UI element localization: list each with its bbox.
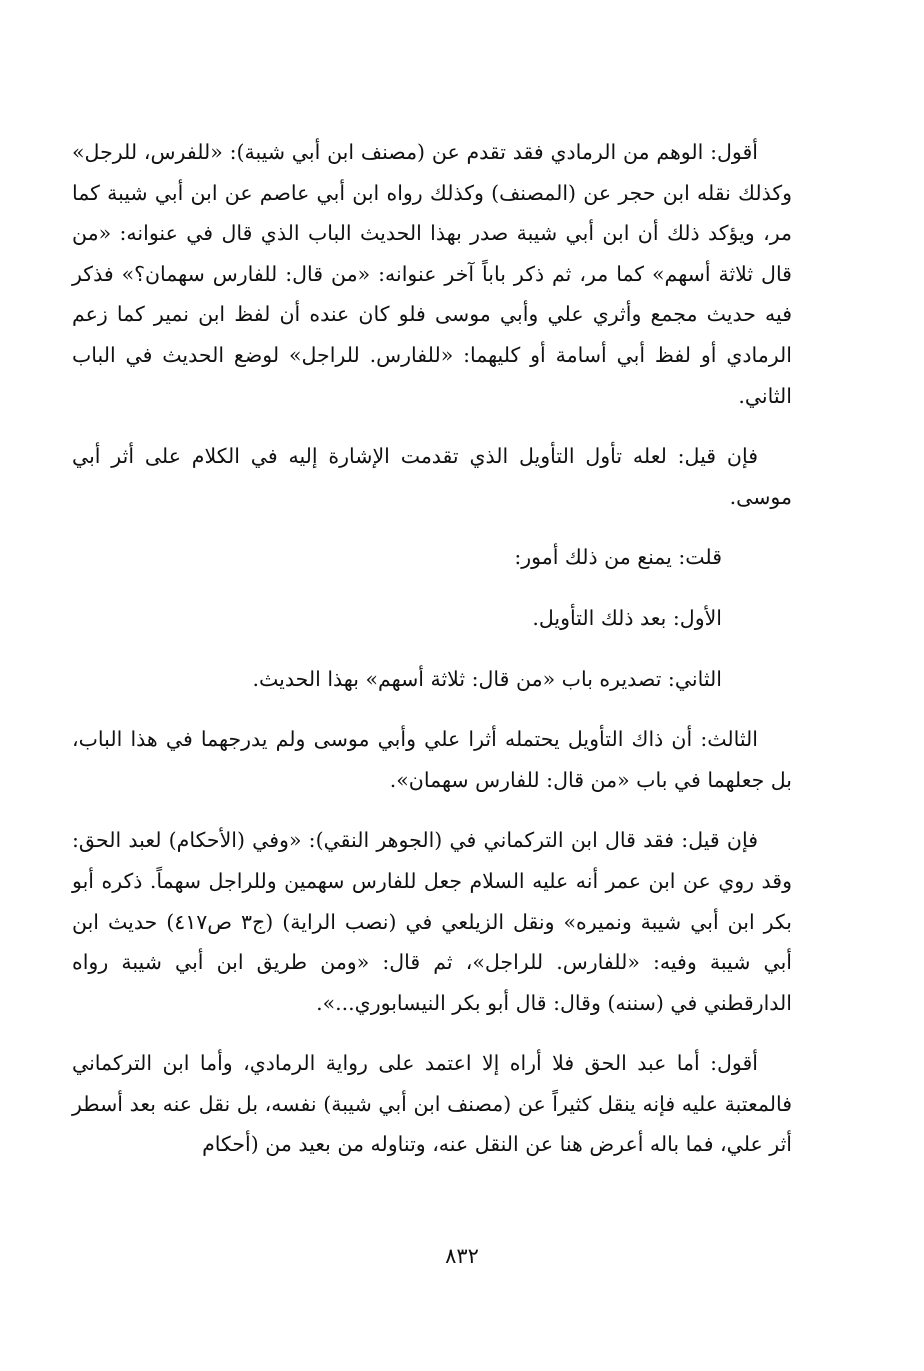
paragraph-1: أقول: الوهم من الرمادي فقد تقدم عن (مصنف ابن أبي شيبة): «للفرس، للرجل» وكذلك نقله ابن حجر عن (المصنف) وكذلك رواه ابن أبي عاصم عن ابن أبي شيبة كما مر، ويؤكد ذلك أن ابن أبي شيبة صدر بهذا الحديث الباب الذي قال في عنوانه: «من قال ثلاثة أسهم» كما مر، ثم ذكر باباً آخر عنوانه: «من قال: للفارس سهمان؟» فذكر فيه حديث مجمع وأثري علي وأبي موسى فلو كان عنده أن لفظ ابن نمير كما زعم الرمادي أو لفظ أبي أسامة أو كليهما: «للفارس. للراجل» لوضع الحديث في الباب الثاني.: [72, 140, 792, 408]
paragraph-7: فإن قيل: فقد قال ابن التركماني في (الجوهر النقي): «وفي (الأحكام) لعبد الحق: وقد روي عن ابن عمر أنه عليه السلام جعل للفارس سهمين وللراجل سهماً. ذكره أبو بكر ابن أبي شيبة ونميره» ونقل الزيلعي في (نصب الراية) (ج٣ ص٤١٧) حديث ابن أبي شيبة وفيه: «للفارس. للراجل»، ثم قال: «ومن طريق ابن أبي شيبة رواه الدارقطني في (سننه) وقال: قال أبو بكر النيسابوري...».: [72, 828, 792, 1015]
paragraph-4: الأول: بعد ذلك التأويل.: [532, 605, 722, 630]
paragraph-3: قلت: يمنع من ذلك أمور:: [514, 545, 722, 570]
page-number: ٨٣٢: [445, 1244, 479, 1268]
paragraph-6: الثالث: أن ذاك التأويل يحتمله أثرا علي وأبي موسى ولم يدرجهما في هذا الباب، بل جعلهما في باب «من قال: للفارس سهمان».: [72, 727, 792, 792]
page-body: [72, 132, 792, 1165]
paragraph-5: الثاني: تصديره باب «من قال: ثلاثة أسهم» بهذا الحديث.: [252, 666, 722, 691]
paragraph-2: فإن قيل: لعله تأول التأويل الذي تقدمت الإشارة إليه في الكلام على أثر أبي موسى.: [72, 444, 792, 509]
paragraph-8: أقول: أما عبد الحق فلا أراه إلا اعتمد على رواية الرمادي، وأما ابن التركماني فالمعتبة عليه فإنه ينقل كثيراً عن (مصنف ابن أبي شيبة) نفسه، بل نقل عنه بعد أسطر أثر علي، فما باله أعرض هنا عن النقل عنه، وتناوله من بعيد من (أحكام: [72, 1051, 792, 1157]
